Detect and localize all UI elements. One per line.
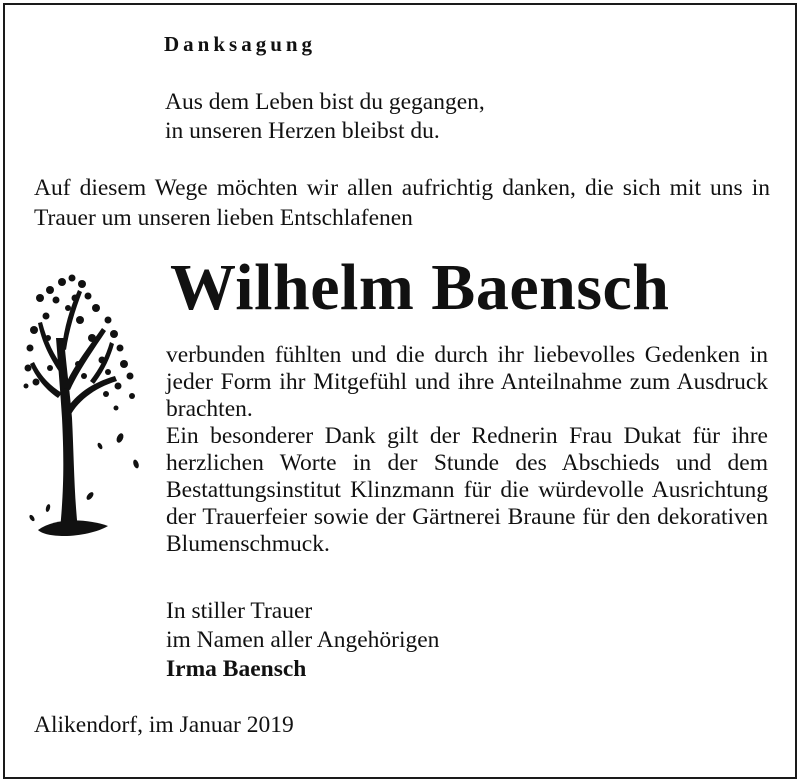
closing-line: In stiller Trauer (166, 598, 313, 624)
body-text (166, 342, 768, 558)
notice-heading: Danksagung (164, 32, 317, 56)
verse-line: Aus dem Leben bist du gegangen, (165, 89, 485, 115)
body-paragraph: verbunden fühlten und die durch ihr liebevolles Gedenken in jeder Form ihr Mitgefühl und ihre Anteilnahme zum Ausdruck brachten. (166, 342, 768, 422)
closing-line: im Namen aller Angehörigen (166, 627, 440, 653)
verse-line: in unseren Herzen bleibst du. (165, 118, 440, 144)
place-date: Alikendorf, im Januar 2019 (34, 712, 294, 738)
verse (165, 88, 485, 146)
body-paragraph: Ein besonderer Dank gilt der Rednerin Frau Dukat für ihre herzlichen Worte in der Stunde des Abschieds und dem Bestattungsinstitut Klinzmann für die würdevolle Ausrichtung der Trauerfeier sowie der Gärtnerei Braune für den dekorativen Blumenschmuck. (166, 423, 768, 557)
deceased-name: Wilhelm Baensch (170, 251, 670, 324)
tree-icon (20, 268, 150, 558)
signer-name: Irma Baensch (166, 656, 307, 682)
intro-text: Auf diesem Wege möchten wir allen aufrichtig danken, die sich mit uns in Trauer um unseren lieben Entschlafenen (34, 175, 770, 231)
closing (166, 597, 439, 684)
